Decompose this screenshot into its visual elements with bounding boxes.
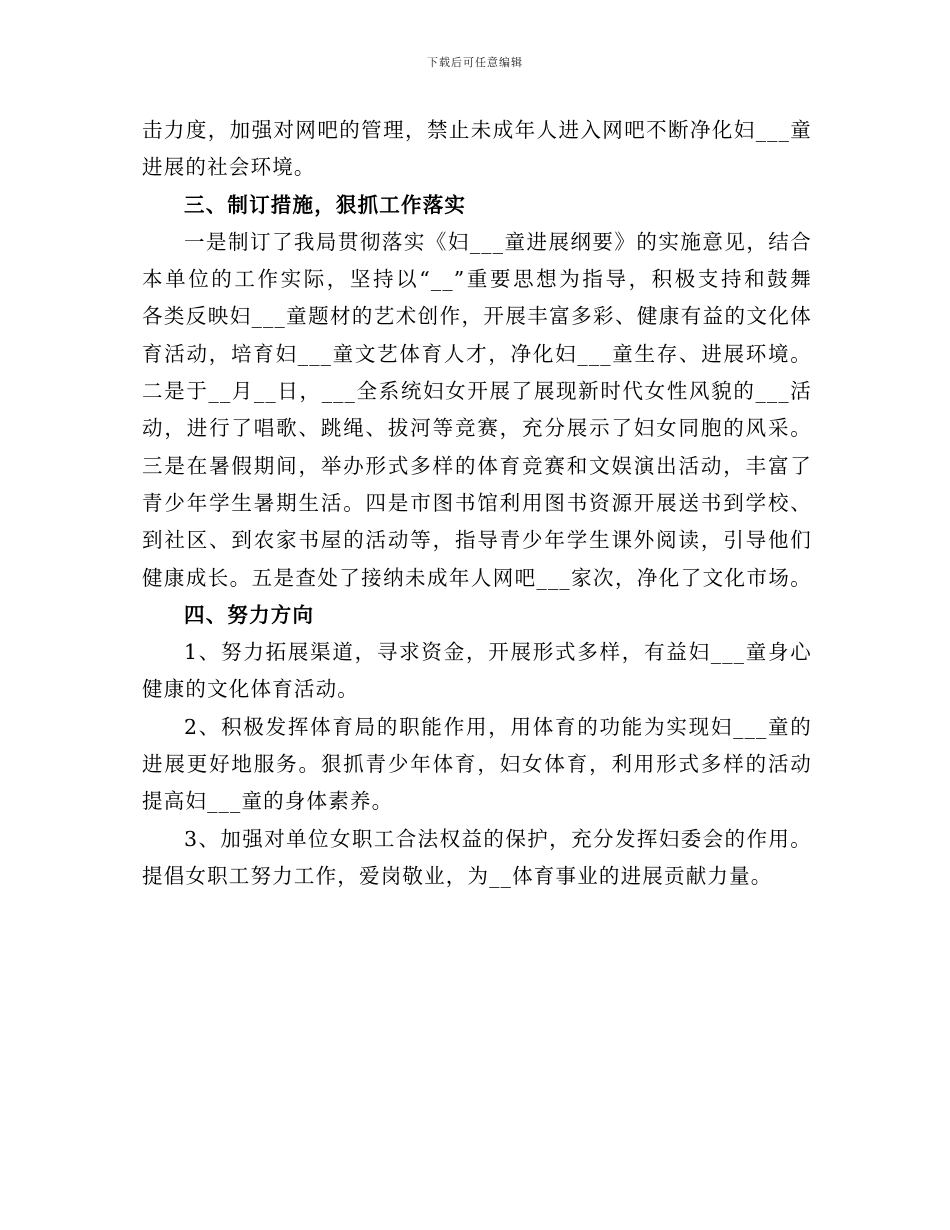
body-line: 2、积极发挥体育局的职能作用，用体育的功能为实现妇___童的 [184,714,812,739]
body-line: 进展更好地服务。狠抓青少年体育，妇女体育，利用形式多样的活动 [142,752,812,777]
body-line: 健康成长。五是查处了接纳未成年人网吧___家次，净化了文化市场。 [142,565,812,590]
document-body [142,112,812,895]
body-line: 健康的文化体育活动。 [142,677,359,702]
body-line: 进展的社会环境。 [142,155,316,180]
body-line: 3、加强对单位女职工合法权益的保护，充分发挥妇委会的作用。 [184,826,812,851]
body-line: 到社区、到农家书屋的活动等，指导青少年学生课外阅读，引导他们 [142,528,812,553]
body-line: 提高妇___童的身体素养。 [142,789,394,814]
section-heading-3: 三、制订措施，狠抓工作落实 [184,192,467,217]
body-line: 击力度，加强对网吧的管理，禁止未成年人进入网吧不断净化妇___童 [142,118,812,142]
body-line: 青少年学生暑期生活。四是市图书馆利用图书资源开展送书到学校、 [142,490,812,515]
body-line: 三是在暑假期间，举办形式多样的体育竞赛和文娱演出活动，丰富了 [142,453,812,478]
body-line: 育活动，培育妇___童文艺体育人才，净化妇___童生存、进展环境。 [142,341,812,366]
section-heading-4: 四、努力方向 [184,602,315,627]
body-line: 本单位的工作实际，坚持以“__”重要思想为指导，积极支持和鼓舞 [142,267,812,292]
body-line: 动，进行了唱歌、跳绳、拔河等竞赛，充分展示了妇女同胞的风采。 [142,416,812,441]
body-line: 提倡女职工努力工作，爱岗敬业，为__体育事业的进展贡献力量。 [142,863,773,888]
page-header: 下载后可任意编辑 [427,56,523,69]
body-line: 二是于__月__日，___全系统妇女开展了展现新时代女性风貌的___活 [142,379,812,404]
body-line: 一是制订了我局贯彻落实《妇___童进展纲要》的实施意见，结合 [184,229,812,254]
body-line: 1、努力拓展渠道，寻求资金，开展形式多样，有益妇___童身心 [184,640,812,665]
body-line: 各类反映妇___童题材的艺术创作，开展丰富多彩、健康有益的文化体 [142,304,812,329]
